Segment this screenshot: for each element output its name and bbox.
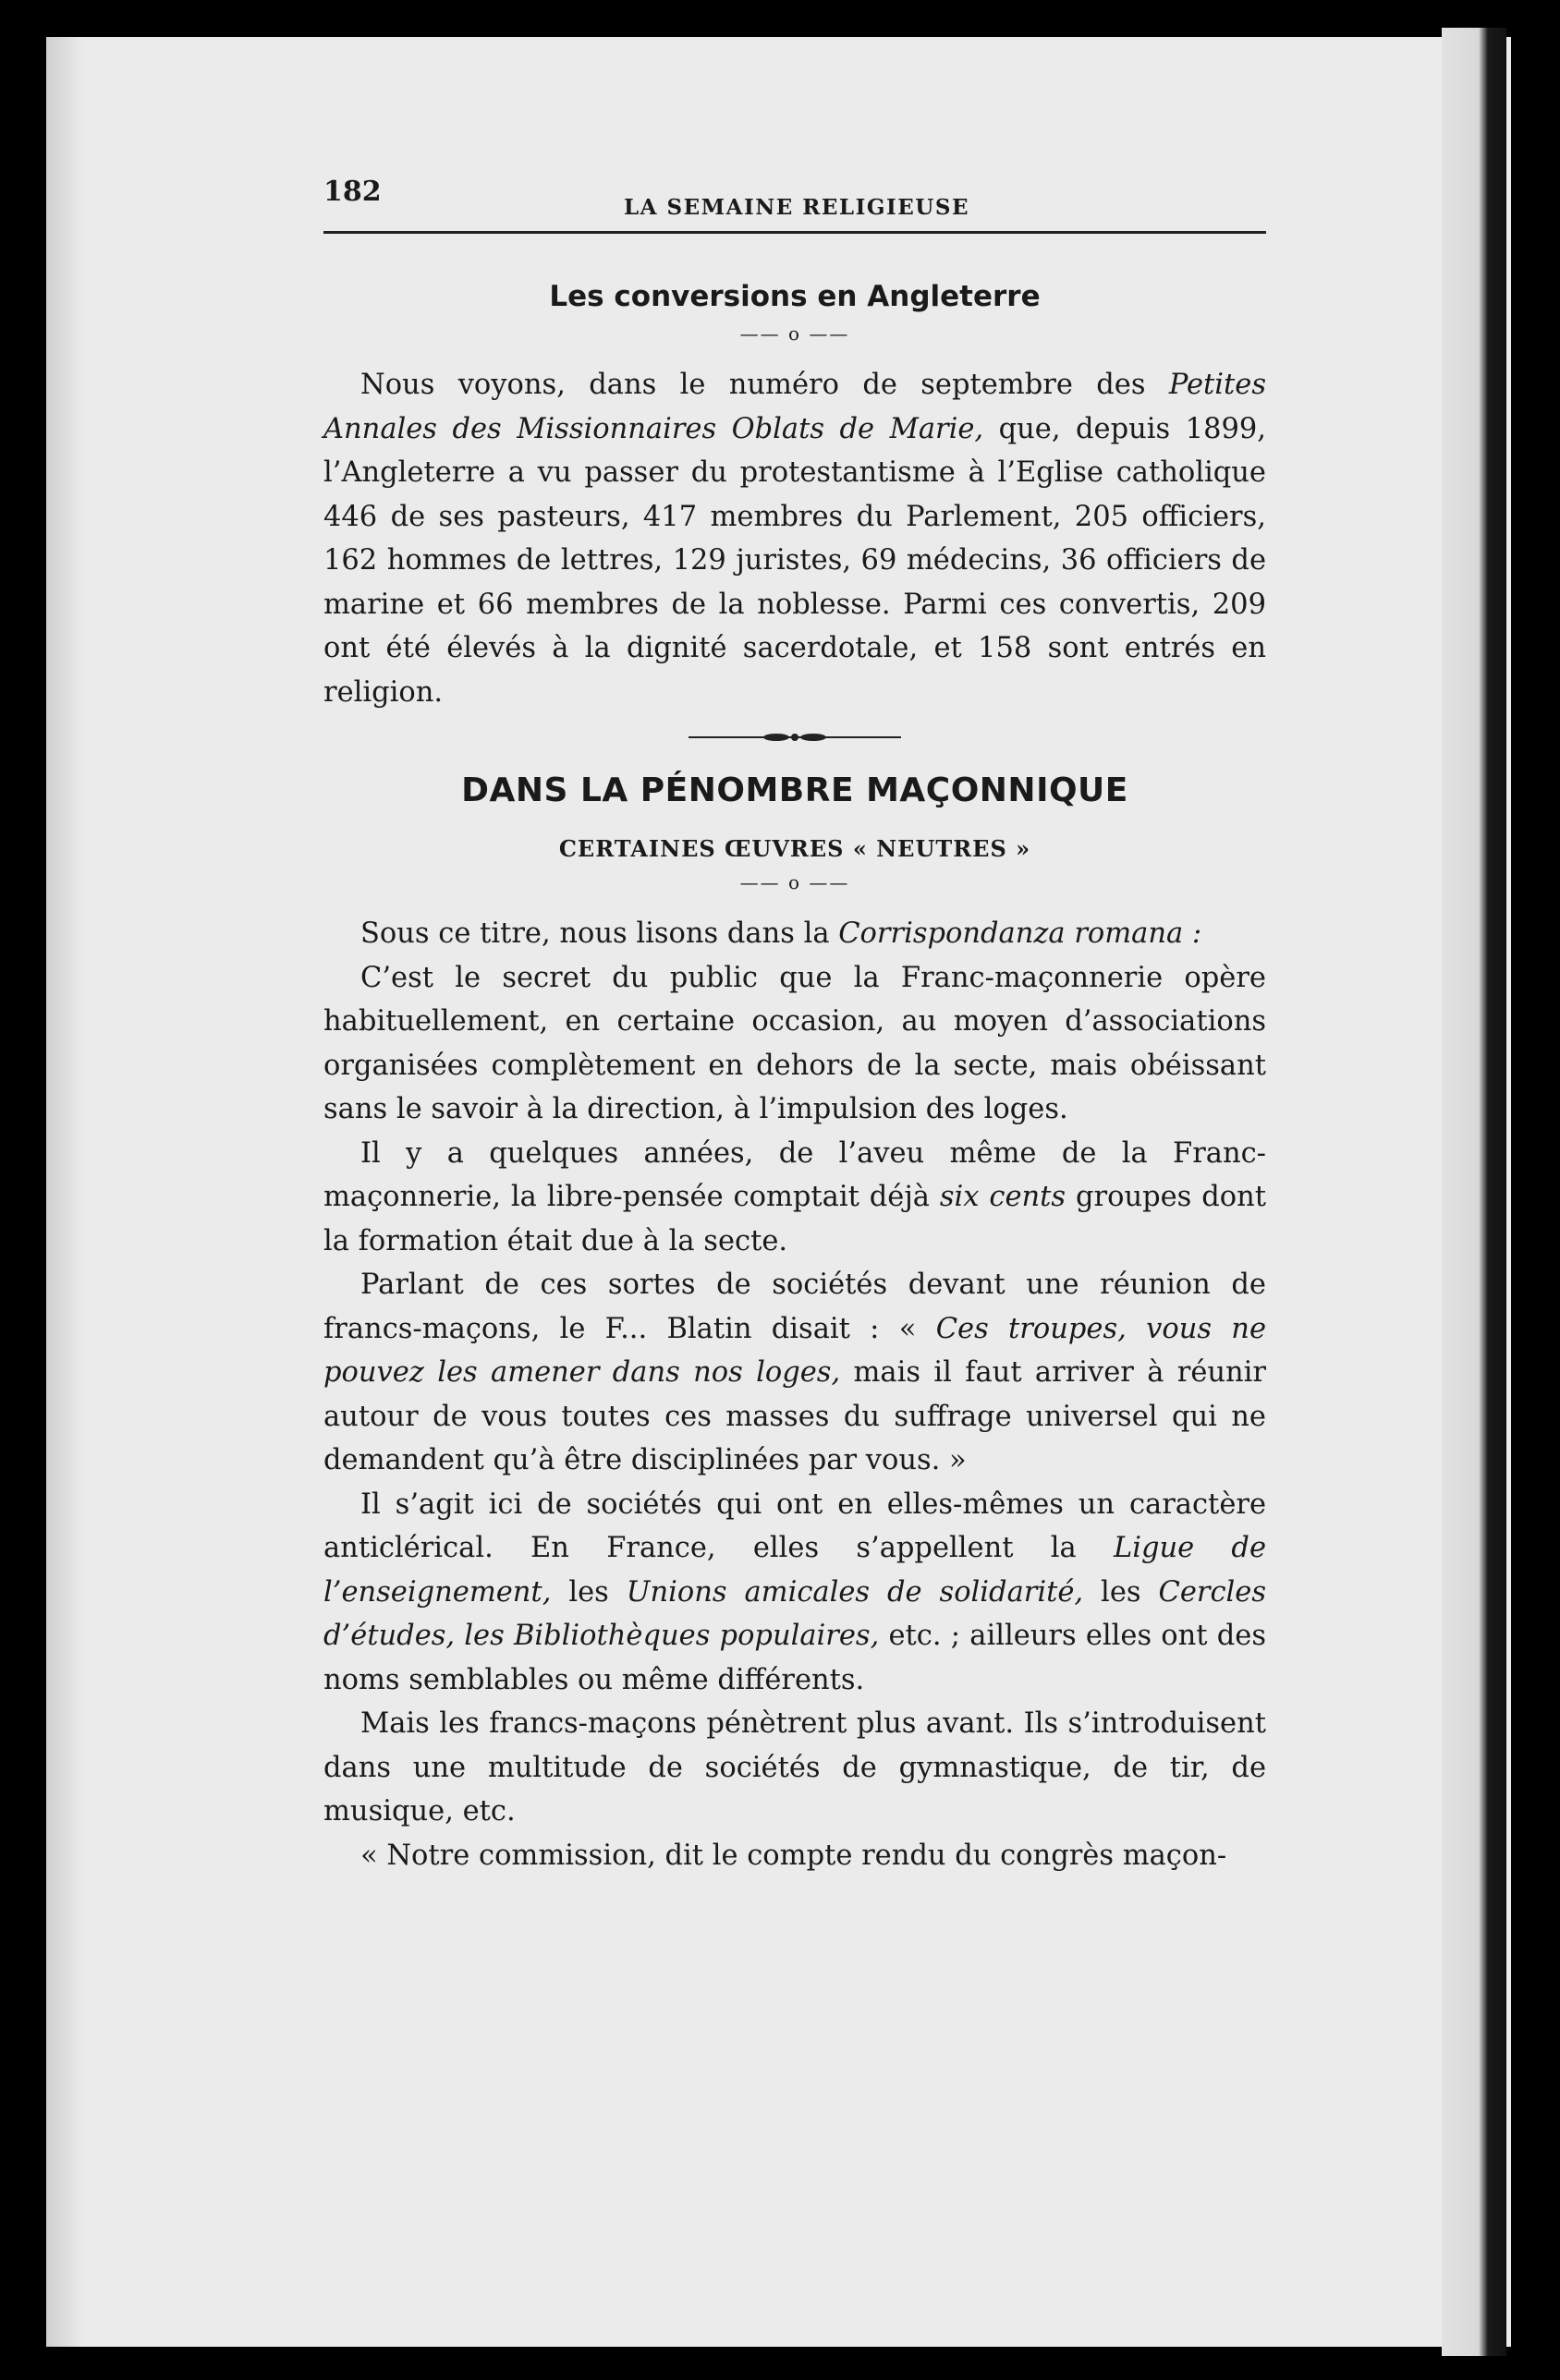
text-run: Il y a quelques années, de l’aveu même de la Franc-maçonnerie, la libre-pensée comptait déjà <box>323 1136 1266 1213</box>
italic-run: Ligue de l’enseignement, <box>323 1532 1266 1609</box>
italic-run: Unions amicales de solidarité, <box>626 1575 1084 1609</box>
page-number: 182 <box>323 176 382 208</box>
text-run: les <box>551 1575 627 1609</box>
journal-title: LA SEMAINE RELIGIEUSE <box>624 195 969 220</box>
italic-run: Corrispondanza romana : <box>838 917 1202 950</box>
section-title-conversions: Les conversions en Angleterre <box>549 280 1041 313</box>
text-run: etc. ; ailleurs elles ont des noms semblables ou même différents. <box>323 1620 1266 1696</box>
text-run: les <box>1083 1575 1159 1609</box>
italic-run: six cents <box>939 1181 1066 1213</box>
section-separator: —— o —— <box>739 871 850 893</box>
section-separator: —— o —— <box>739 322 850 345</box>
ornament-divider <box>689 731 901 744</box>
text-run: Sous ce titre, nous lisons dans la <box>360 917 839 950</box>
text-run: Il s’agit ici de sociétés qui ont en elles-mêmes un caractère anticlérical. En France, elles s’appellent la <box>323 1488 1266 1564</box>
section-title-penombre: DANS LA PÉNOMBRE MAÇONNIQUE <box>461 771 1128 809</box>
running-head <box>323 176 1266 234</box>
paragraph-gymnastique: Mais les francs-maçons pénètrent plus avant. Ils s’introduisent dans une multitude de sociétés de gymnastique, de tir, de musique, etc. <box>323 1707 1266 1828</box>
paragraph-intro <box>323 912 1266 956</box>
paragraph-blatin <box>323 1263 1266 1483</box>
next-page-edge <box>1442 28 1506 2356</box>
text-run: que, depuis 1899, l’Angleterre a vu passer du protestantisme à l’Eglise catholique 446 de ses pasteurs, 417 membres du Parlement, 205 officiers, 162 hommes de lettres, 129 juristes, 69 médecins, 36 officiers de marine et 66 membres de la noblesse. Parmi ces convertis, 209 ont été élevés à la dignité sacerdotale, et 158 sont entrés en religion. <box>323 412 1266 709</box>
paragraph-libre-pensee <box>323 1132 1266 1264</box>
text-run: Nous voyons, dans le numéro de septembre des <box>360 369 1169 401</box>
page-shadow <box>46 37 83 2347</box>
italic-run: Petites Annales des Missionnaires Oblats de Marie, <box>323 369 1266 445</box>
paragraph-commission: « Notre commission, dit le compte rendu du congrès maçon- <box>360 1839 1227 1872</box>
page-content <box>323 176 1266 1877</box>
paragraph-conversions <box>323 363 1266 714</box>
section-subtitle: CERTAINES ŒUVRES « NEUTRES » <box>558 835 1031 862</box>
italic-run: Ces troupes, vous ne pouvez les amener dans nos loges, <box>323 1312 1266 1389</box>
text-run: mais il faut arriver à réunir autour de vous toutes ces masses du suffrage universel qui ne demandent qu’à être disciplinées par vous. » <box>323 1356 1266 1476</box>
italic-run: Cercles d’études, les Bibliothèques populaires, <box>323 1575 1266 1652</box>
text-run: groupes dont la formation était due à la secte. <box>323 1181 1266 1257</box>
paragraph-societes <box>323 1483 1266 1703</box>
text-run: Parlant de ces sortes de sociétés devant une réunion de francs-maçons, le F... Blatin disait : « <box>323 1269 1266 1345</box>
paragraph-secret: C’est le secret du public que la Franc-maçonnerie opère habituellement, en certaine occasion, au moyen d’associations organisées complètement en dehors de la secte, mais obéissant sans le savoir à la direction, à l’impulsion des loges. <box>323 961 1266 1125</box>
